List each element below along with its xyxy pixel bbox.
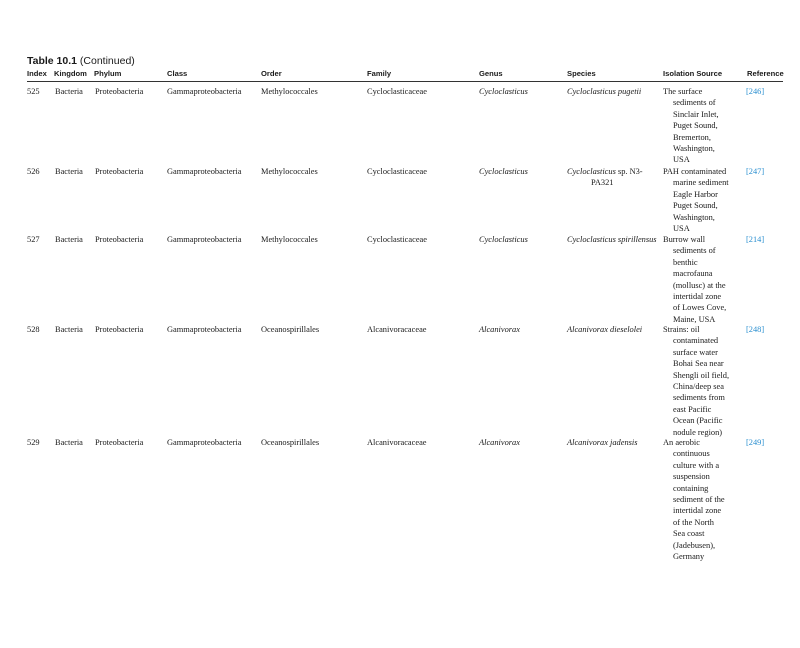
isolation-line: continuous	[673, 449, 710, 459]
cell-genus: Alcanivorax	[479, 325, 520, 334]
cell-kingdom: Bacteria	[55, 235, 83, 244]
cell-genus: Cycloclasticus	[479, 167, 528, 176]
isolation-line: Bremerton,	[673, 132, 711, 142]
cell-genus: Cycloclasticus	[479, 235, 528, 244]
isolation-line: contaminated	[673, 336, 719, 346]
cell-family: Cycloclasticaceae	[367, 235, 427, 244]
cell-order: Oceanospirillales	[261, 438, 320, 447]
header-class: Class	[167, 69, 188, 78]
cell-class: Gammaproteobacteria	[167, 87, 242, 96]
reference-link[interactable]: [214]	[746, 235, 765, 244]
cell-genus: Alcanivorax	[479, 438, 520, 447]
cell-class: Gammaproteobacteria	[167, 438, 242, 447]
species-line	[567, 234, 659, 245]
isolation-line: east Pacific	[673, 404, 712, 414]
cell-index: 527	[27, 235, 40, 244]
table-caption	[27, 55, 135, 67]
header-reference: Reference	[747, 69, 784, 78]
isolation-line: of Lowes Cove,	[673, 303, 727, 313]
species-line	[567, 177, 659, 188]
cell-family: Cycloclasticaceae	[367, 87, 427, 96]
species-italic: Cycloclasticus pugetii	[567, 87, 642, 96]
isolation-line: sediments of	[673, 246, 716, 256]
cell-order: Oceanospirillales	[261, 325, 320, 334]
species-line	[567, 166, 659, 177]
header-species: Species	[567, 69, 596, 78]
cell-phylum: Proteobacteria	[95, 167, 144, 176]
cell-kingdom: Bacteria	[55, 438, 83, 447]
cell-isolation-source	[663, 234, 743, 325]
isolation-line: of the North	[673, 517, 714, 527]
isolation-line: containing	[673, 483, 709, 493]
cell-phylum: Proteobacteria	[95, 87, 144, 96]
isolation-line: intertidal zone	[673, 506, 722, 516]
isolation-line: Puget Sound,	[673, 201, 718, 211]
isolation-line: Maine, USA	[673, 314, 716, 324]
isolation-line: (mollusc) at the	[673, 280, 726, 290]
species-italic: Cycloclasticus	[567, 167, 616, 176]
isolation-line: China/deep sea	[673, 382, 724, 392]
isolation-line: sediments from	[673, 393, 725, 403]
cell-phylum: Proteobacteria	[95, 325, 144, 334]
cell-index: 529	[27, 438, 40, 447]
isolation-line: Eagle Harbor	[673, 189, 718, 199]
isolation-line: Sea coast	[673, 529, 705, 539]
isolation-line: marine sediment	[673, 178, 729, 188]
header-phylum: Phylum	[94, 69, 122, 78]
cell-species	[567, 166, 659, 189]
isolation-line: intertidal zone	[673, 292, 722, 302]
header-family: Family	[367, 69, 392, 78]
cell-index: 526	[27, 167, 40, 176]
species-plain: sp. N3-	[615, 167, 643, 176]
isolation-line: Strains: oil	[663, 325, 700, 334]
reference-link[interactable]: [246]	[746, 87, 765, 96]
isolation-line: sediments of	[673, 98, 716, 108]
reference-link[interactable]: [247]	[746, 167, 765, 176]
isolation-line: The surface	[663, 87, 703, 96]
cell-index: 525	[27, 87, 40, 96]
species-italic: Alcanivorax dieselolei	[567, 325, 643, 334]
species-line	[567, 437, 659, 448]
cell-isolation-source	[663, 86, 743, 166]
cell-species	[567, 86, 659, 97]
isolation-line: An aerobic	[663, 438, 700, 447]
cell-order: Methylococcales	[261, 167, 318, 176]
cell-kingdom: Bacteria	[55, 325, 83, 334]
species-line	[567, 86, 659, 97]
cell-family: Alcanivoracaceae	[367, 438, 427, 447]
cell-species	[567, 234, 659, 245]
header-index: Index	[27, 69, 47, 78]
species-italic: Cycloclasticus spirillensus	[567, 235, 657, 244]
cell-family: Cycloclasticaceae	[367, 167, 427, 176]
cell-species	[567, 324, 659, 335]
isolation-line: Washington,	[673, 212, 715, 222]
isolation-line: PAH contaminated	[663, 167, 727, 176]
cell-genus: Cycloclasticus	[479, 87, 528, 96]
header-rule	[27, 81, 783, 82]
isolation-line: benthic	[673, 257, 698, 267]
cell-isolation-source	[663, 324, 743, 438]
cell-class: Gammaproteobacteria	[167, 235, 242, 244]
species-line	[567, 324, 659, 335]
reference-link[interactable]: [249]	[746, 438, 765, 447]
isolation-line: USA	[673, 155, 690, 165]
cell-species	[567, 437, 659, 448]
cell-family: Alcanivoracaceae	[367, 325, 427, 334]
isolation-line: Burrow wall	[663, 235, 706, 244]
cell-isolation-source	[663, 166, 743, 234]
isolation-line: Bohai Sea near	[673, 359, 724, 369]
isolation-line: Sinclair Inlet,	[673, 109, 719, 119]
cell-isolation-source	[663, 437, 743, 562]
cell-class: Gammaproteobacteria	[167, 325, 242, 334]
isolation-line: suspension	[673, 472, 710, 482]
header-isolation-source: Isolation Source	[663, 69, 723, 78]
cell-order: Methylococcales	[261, 235, 318, 244]
header-order: Order	[261, 69, 282, 78]
cell-kingdom: Bacteria	[55, 167, 83, 176]
reference-link[interactable]: [248]	[746, 325, 765, 334]
species-italic: Alcanivorax jadensis	[567, 438, 638, 447]
header-genus: Genus	[479, 69, 503, 78]
species-plain: PA321	[591, 178, 614, 188]
isolation-line: sediment of the	[673, 495, 725, 505]
isolation-line: Germany	[673, 552, 705, 562]
cell-class: Gammaproteobacteria	[167, 167, 242, 176]
cell-kingdom: Bacteria	[55, 87, 83, 96]
isolation-line: (Jadebusen),	[673, 540, 716, 550]
isolation-line: Ocean (Pacific	[673, 416, 723, 426]
isolation-line: culture with a	[673, 460, 720, 470]
table-caption-label: Table 10.1	[27, 55, 77, 67]
cell-phylum: Proteobacteria	[95, 235, 144, 244]
isolation-line: USA	[673, 224, 690, 234]
cell-index: 528	[27, 325, 40, 334]
table-caption-note: (Continued)	[79, 55, 135, 67]
cell-phylum: Proteobacteria	[95, 438, 144, 447]
cell-order: Methylococcales	[261, 87, 318, 96]
isolation-line: Shengli oil field,	[673, 370, 730, 380]
header-kingdom: Kingdom	[54, 69, 87, 78]
isolation-line: nodule region)	[673, 427, 723, 437]
isolation-line: surface water	[673, 347, 718, 357]
isolation-line: Puget Sound,	[673, 121, 718, 131]
isolation-line: Washington,	[673, 144, 715, 154]
isolation-line: macrofauna	[673, 269, 713, 279]
